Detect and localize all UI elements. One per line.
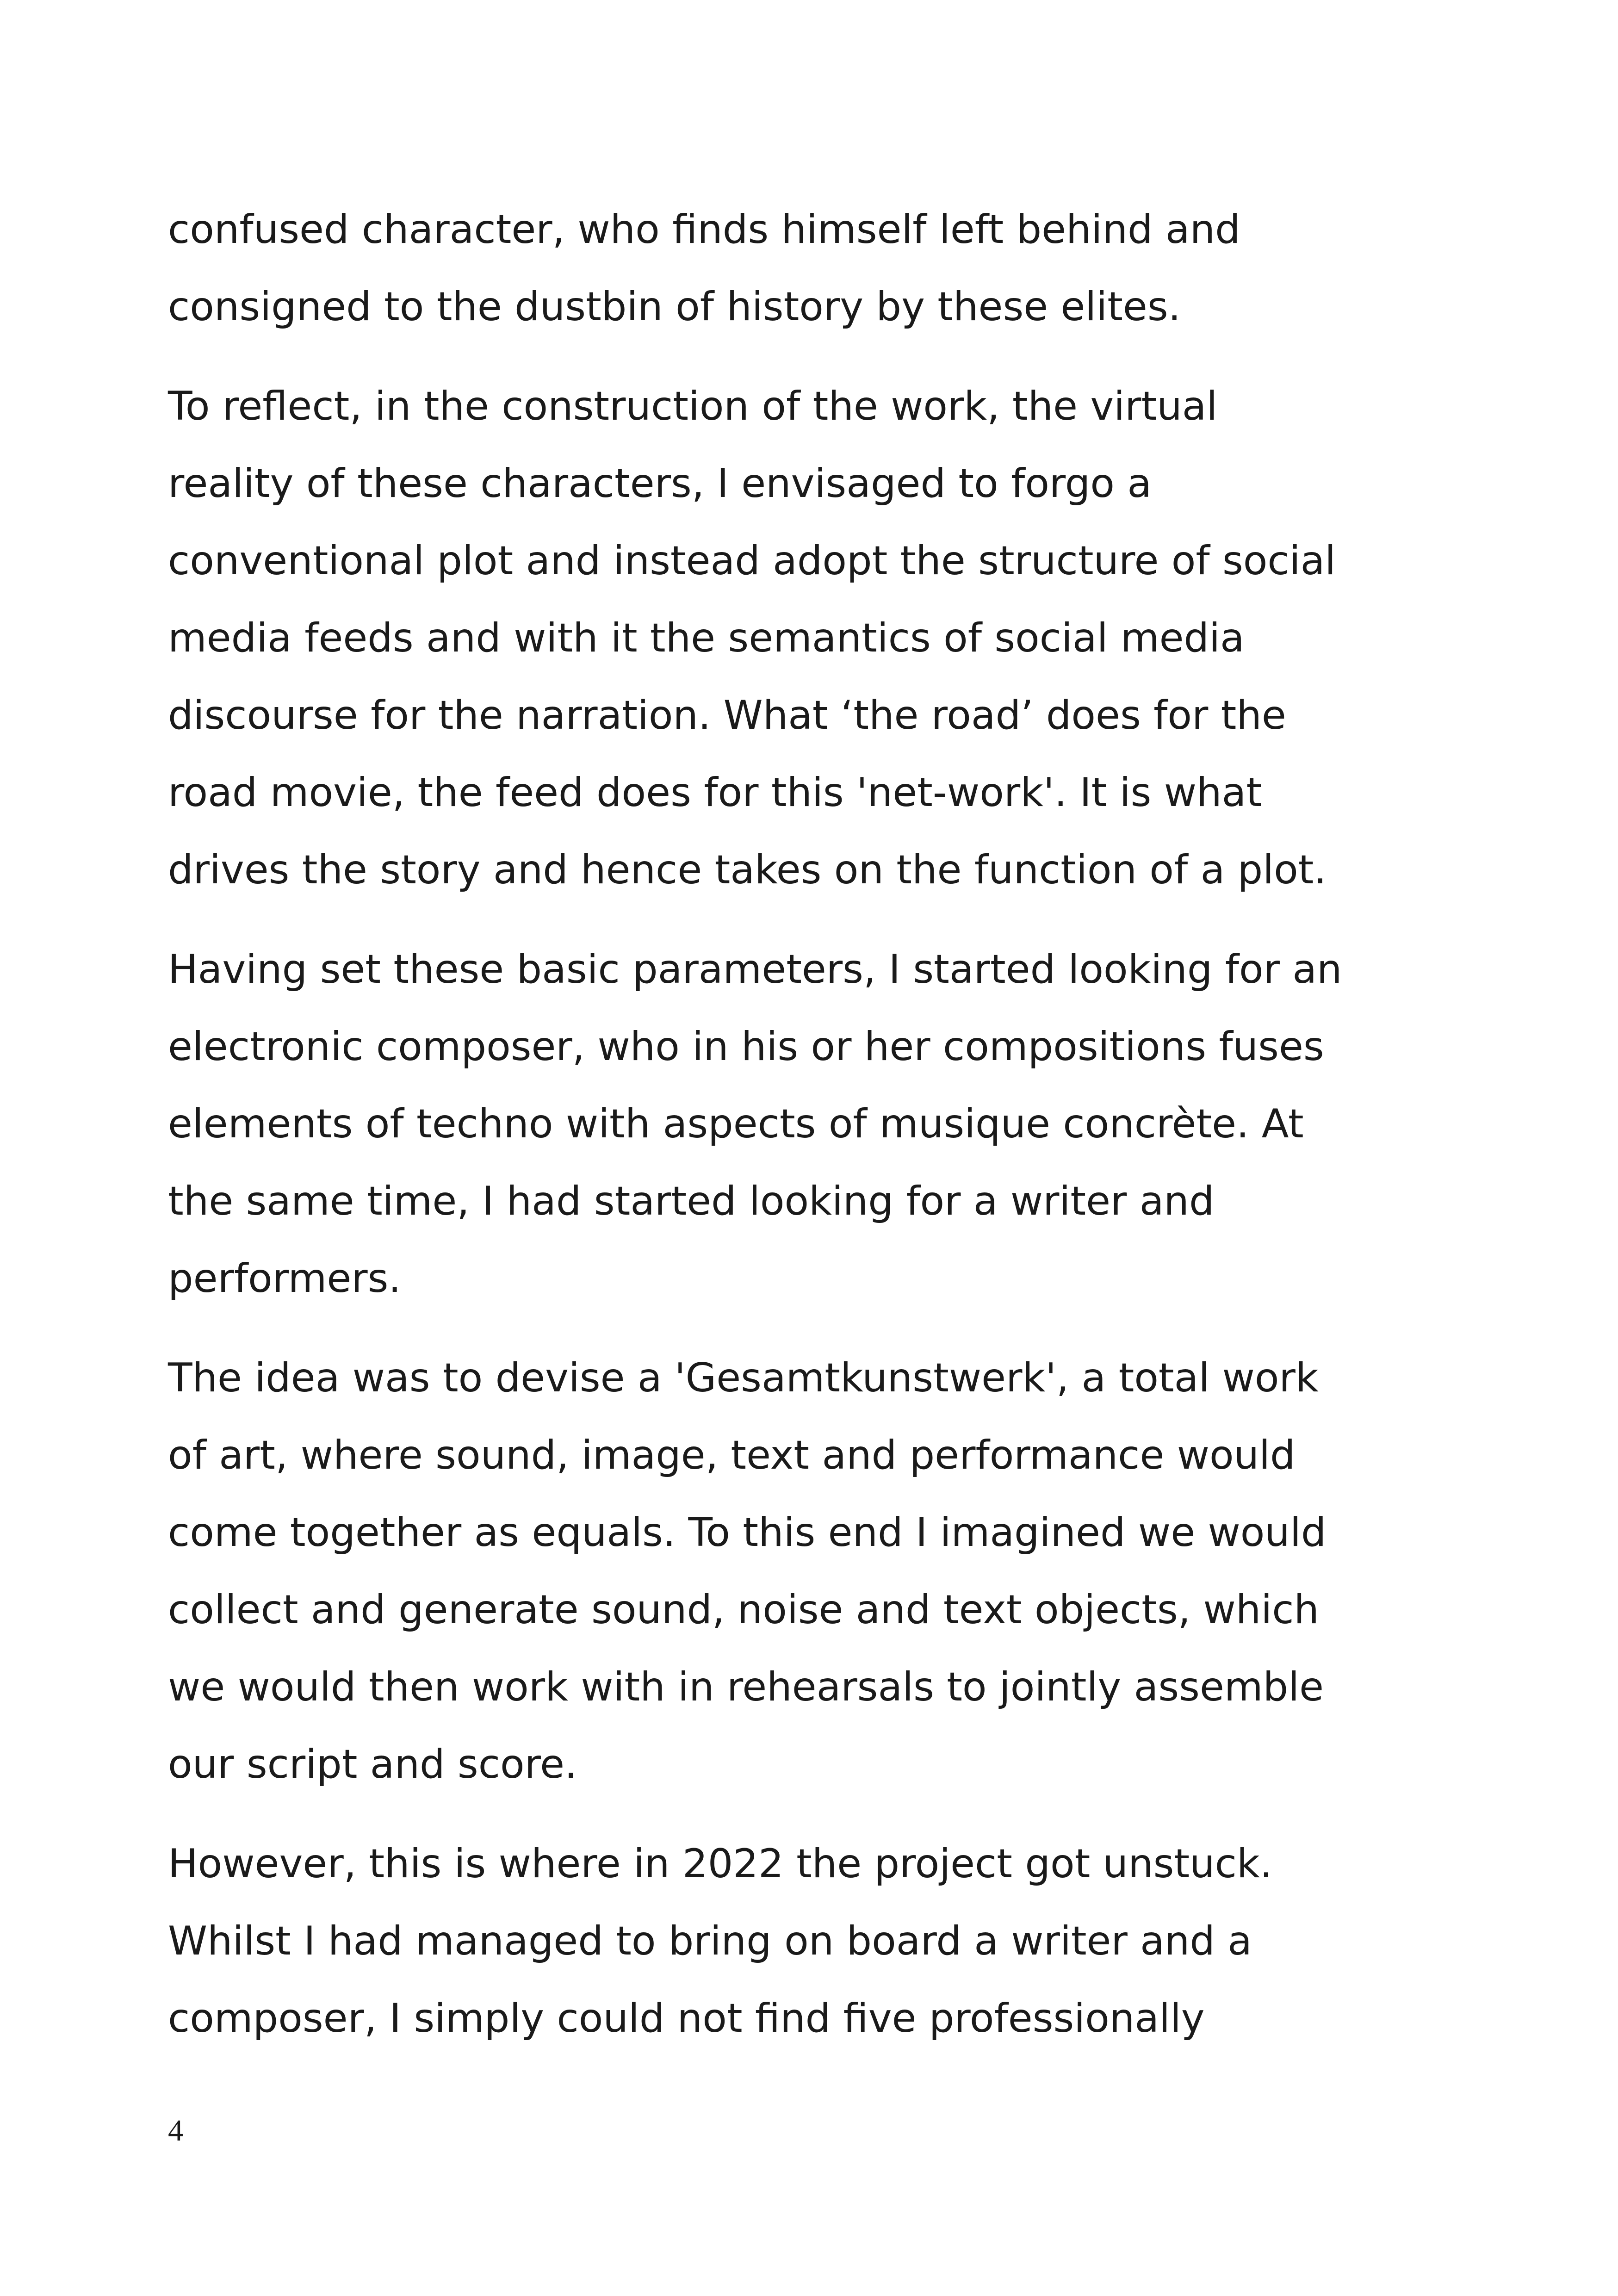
text-line: we would then work with in rehearsals to jointly assemble (168, 1664, 1324, 1710)
text-line: To reflect, in the construction of the work, the virtual (168, 383, 1218, 429)
paragraph-4 (168, 1340, 1477, 1803)
text-line: our script and score. (168, 1741, 577, 1787)
text-line: confused character, who finds himself left behind and (168, 206, 1240, 253)
text-line: conventional plot and instead adopt the structure of social (168, 538, 1336, 584)
text-line: of art, where sound, image, text and performance would (168, 1432, 1296, 1478)
text-line: consigned to the dustbin of history by these elites. (168, 284, 1181, 330)
text-line: performers. (168, 1255, 401, 1302)
paragraph-3 (168, 931, 1477, 1317)
page-number: 4 (168, 2114, 183, 2147)
text-line: elements of techno with aspects of musique concrète. At (168, 1101, 1304, 1147)
body-text (168, 191, 1477, 2079)
text-line: electronic composer, who in his or her compositions fuses (168, 1024, 1324, 1070)
text-line: media feeds and with it the semantics of social media (168, 615, 1245, 661)
text-line: Whilst I had managed to bring on board a writer and a (168, 1918, 1252, 1964)
text-line: the same time, I had started looking for a writer and (168, 1178, 1215, 1224)
text-line: composer, I simply could not find five professionally (168, 1995, 1205, 2042)
paragraph-5 (168, 1825, 1477, 2057)
text-line: discourse for the narration. What ‘the road’ does for the (168, 692, 1286, 738)
text-line: come together as equals. To this end I imagined we would (168, 1509, 1327, 1556)
text-line: However, this is where in 2022 the project got unstuck. (168, 1841, 1273, 1887)
text-line: The idea was to devise a 'Gesamtkunstwerk', a total work (168, 1355, 1319, 1401)
paragraph-2 (168, 368, 1477, 909)
text-line: reality of these characters, I envisaged to forgo a (168, 460, 1152, 507)
paragraph-1 (168, 191, 1477, 346)
text-line: collect and generate sound, noise and text objects, which (168, 1587, 1319, 1633)
text-line: Having set these basic parameters, I started looking for an (168, 946, 1342, 993)
text-line: road movie, the feed does for this 'net-work'. It is what (168, 769, 1262, 816)
text-line: drives the story and hence takes on the function of a plot. (168, 847, 1327, 893)
